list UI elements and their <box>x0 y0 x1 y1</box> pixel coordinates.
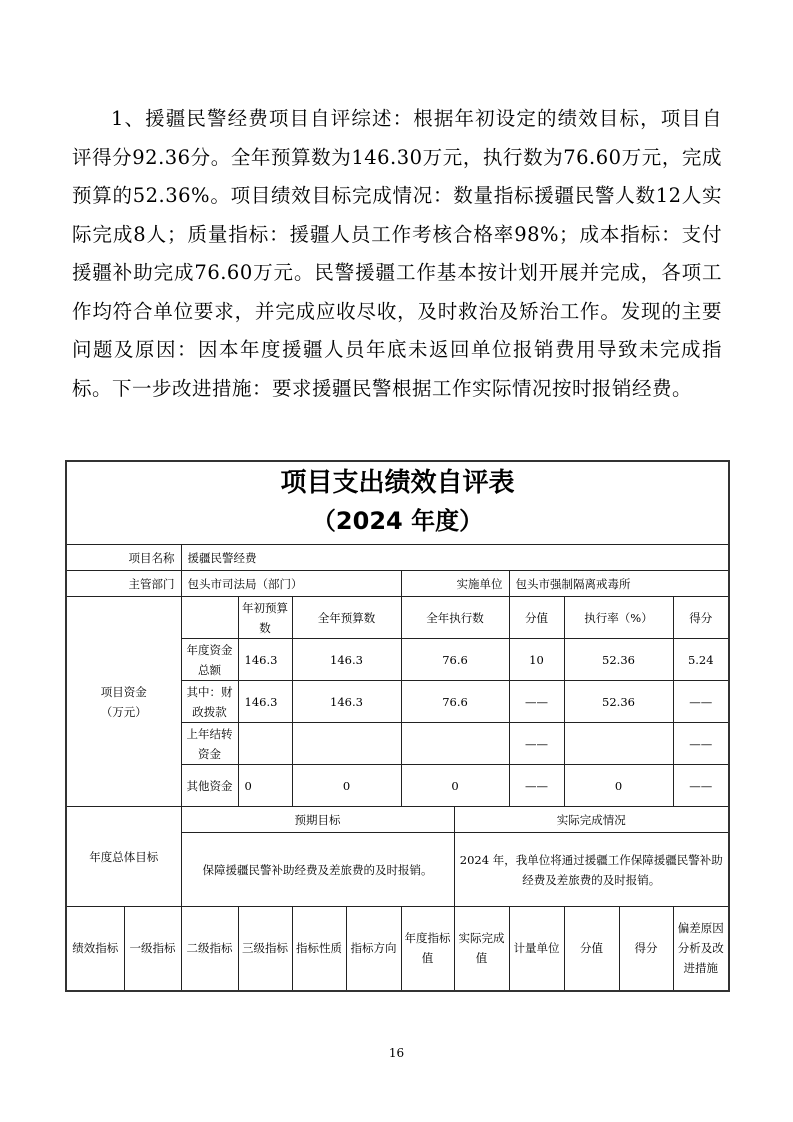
actual-label: 实际完成情况 <box>454 807 729 833</box>
fund-score: 5.24 <box>673 639 729 681</box>
fund-weight: 10 <box>509 639 564 681</box>
fund-row-label: 年度资金总额 <box>181 639 238 681</box>
dept-label: 主管部门 <box>66 571 181 597</box>
fund-row-label: 其中：财政拨款 <box>181 681 238 723</box>
fund-weight: —— <box>509 681 564 723</box>
table-title: 项目支出绩效自评表 <box>280 468 515 498</box>
fund-initial: 146.3 <box>238 639 292 681</box>
fund-header: 年初预算数 <box>238 597 292 639</box>
fund-row-label: 上年结转资金 <box>181 723 238 765</box>
summary-text: 1、援疆民警经费项目自评综述：根据年初设定的绩效目标，项目自评得分92.36分。全年预算数为146.30万元，执行数为76.60万元，完成预算的52.36%。项目绩效目标完成情况：数量指标援疆民警人数12人实际完成8人；质量指标：援疆人员工作考核合格率98%；成本指标：支付援疆补助完成76.60万元。民警援疆工作基本按计划开展并完成，各项工作均符合单位要求，并完成应收尽收，及时救治及矫治工作。发现的主要问题及原因：因本年度援疆人员年底未返回单位报销费用导致未完成指标。下一步改进措施：要求援疆民警根据工作实际情况按时报销经费。 <box>72 107 722 400</box>
fund-score: —— <box>673 765 729 807</box>
indicator-header: 得分 <box>619 907 673 991</box>
fund-executed <box>401 723 509 765</box>
indicator-header: 三级指标 <box>238 907 292 991</box>
indicator-header: 年度指标值 <box>401 907 454 991</box>
fund-header: 得分 <box>673 597 729 639</box>
dept-value: 包头市司法局（部门） <box>181 571 401 597</box>
indicator-header: 指标方向 <box>346 907 401 991</box>
funds-label: 项目资金 <box>100 684 147 699</box>
fund-score: —— <box>673 723 729 765</box>
fund-executed: 0 <box>401 765 509 807</box>
fund-header: 全年预算数 <box>292 597 401 639</box>
fund-header <box>181 597 238 639</box>
indicator-header: 偏差原因分析及改进措施 <box>673 907 729 991</box>
indicator-header: 指标性质 <box>292 907 346 991</box>
fund-row-label: 其他资金 <box>181 765 238 807</box>
indicator-header: 一级指标 <box>124 907 181 991</box>
indicator-header: 二级指标 <box>181 907 238 991</box>
fund-weight: —— <box>509 723 564 765</box>
fund-initial: 146.3 <box>238 681 292 723</box>
impl-value: 包头市强制隔离戒毒所 <box>509 571 729 597</box>
funds-label-cell <box>66 597 181 807</box>
indicator-header: 计量单位 <box>509 907 564 991</box>
table-subtitle: （2024 年度） <box>311 507 484 535</box>
fund-rate: 52.36 <box>564 681 673 723</box>
impl-label: 实施单位 <box>401 571 509 597</box>
table-title-cell <box>66 461 729 545</box>
indicator-header: 绩效指标 <box>66 907 124 991</box>
goal-label: 年度总体目标 <box>66 807 181 907</box>
project-name-value: 援疆民警经费 <box>181 545 729 571</box>
performance-table <box>65 460 730 992</box>
fund-initial <box>238 723 292 765</box>
project-name-label: 项目名称 <box>66 545 181 571</box>
fund-rate: 0 <box>564 765 673 807</box>
fund-executed: 76.6 <box>401 681 509 723</box>
fund-header: 执行率（%） <box>564 597 673 639</box>
expected-goal: 保障援疆民警补助经费及差旅费的及时报销。 <box>181 833 454 907</box>
actual-result: 2024 年，我单位将通过援疆工作保障援疆民警补助经费及差旅费的及时报销。 <box>454 833 729 907</box>
fund-rate: 52.36 <box>564 639 673 681</box>
fund-executed: 76.6 <box>401 639 509 681</box>
funds-unit: （万元） <box>100 704 147 719</box>
fund-initial: 0 <box>238 765 292 807</box>
page-number: 16 <box>388 1046 405 1060</box>
fund-rate <box>564 723 673 765</box>
expected-label: 预期目标 <box>181 807 454 833</box>
fund-annual <box>292 723 401 765</box>
indicator-header: 分值 <box>564 907 619 991</box>
summary-paragraph <box>72 100 722 408</box>
fund-annual: 0 <box>292 765 401 807</box>
fund-header: 分值 <box>509 597 564 639</box>
indicator-header-row <box>66 907 729 991</box>
indicator-header: 实际完成值 <box>454 907 509 991</box>
fund-annual: 146.3 <box>292 639 401 681</box>
fund-annual: 146.3 <box>292 681 401 723</box>
fund-weight: —— <box>509 765 564 807</box>
fund-score: —— <box>673 681 729 723</box>
fund-header: 全年执行数 <box>401 597 509 639</box>
